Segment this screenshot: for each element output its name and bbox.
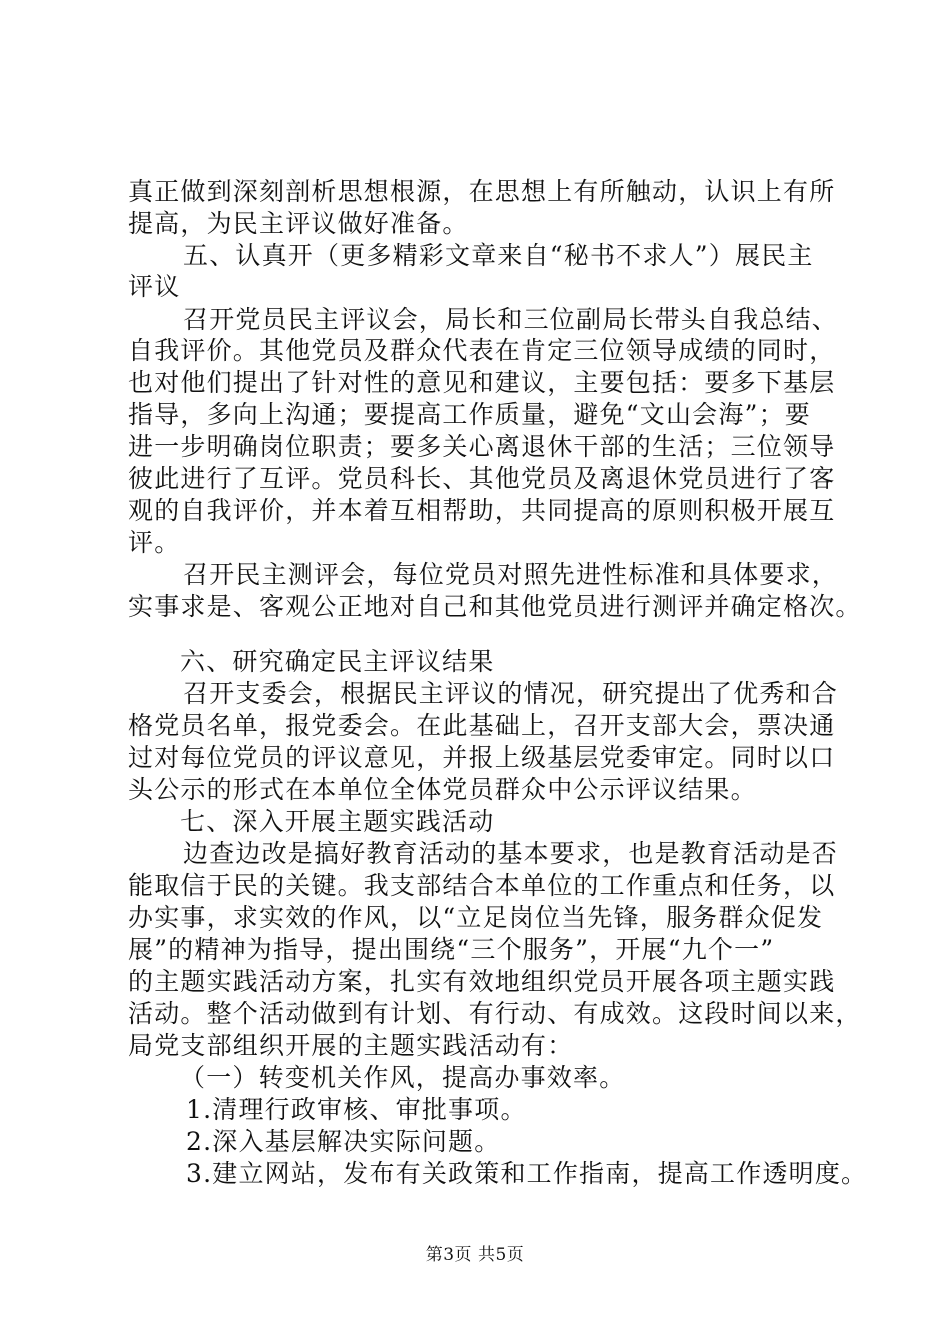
- paragraph-line: 的主题实践活动方案，扎实有效地组织党员开展各项主题实践: [128, 967, 836, 996]
- paragraph-line: 过对每位党员的评议意见，并报上级基层党委审定。同时以口: [128, 743, 836, 772]
- paragraph-line: 提高，为民主评议做好准备。: [128, 209, 469, 238]
- subsection-heading: （一）转变机关作风，提高办事效率。: [180, 1063, 626, 1092]
- paragraph-line: 彼此进行了互评。党员科长、其他党员及离退休党员进行了客: [128, 464, 836, 493]
- section-heading-6: 六、研究确定民主评议结果: [180, 647, 495, 676]
- paragraph-line: 召开支委会，根据民主评议的情况，研究提出了优秀和合: [183, 679, 839, 708]
- paragraph-line: 能取信于民的关键。我支部结合本单位的工作重点和任务，以: [128, 871, 836, 900]
- list-item: 3.建立网站，发布有关政策和工作指南，提高工作透明度。: [186, 1159, 868, 1188]
- paragraph-line: 观的自我评价，并本着互相帮助，共同提高的原则积极开展互: [128, 496, 836, 525]
- paragraph-line: 指导，多向上沟通；要提高工作质量，避免“文山会海”；要: [128, 400, 811, 429]
- section-heading-7: 七、深入开展主题实践活动: [180, 807, 495, 836]
- paragraph-line: 实事求是、客观公正地对自己和其他党员进行测评并确定格次。: [128, 592, 862, 621]
- paragraph-line: 展”的精神为指导，提出围绕“三个服务”，开展“九个一”: [128, 935, 775, 964]
- paragraph-line: 真正做到深刻剖析思想根源，在思想上有所触动，认识上有所: [128, 177, 836, 206]
- paragraph-line: 办实事，求实效的作风，以“立足岗位当先锋，服务群众促发: [128, 903, 824, 932]
- list-item: 1.清理行政审核、审批事项。: [186, 1095, 527, 1124]
- list-item: 2.深入基层解决实际问题。: [186, 1127, 501, 1156]
- paragraph-line: 召开民主测评会，每位党员对照先进性标准和具体要求，: [183, 560, 839, 589]
- section-heading-5-cont: 评议: [128, 272, 181, 301]
- paragraph-line: 局党支部组织开展的主题实践活动有：: [128, 1031, 574, 1060]
- paragraph-line: 也对他们提出了针对性的意见和建议，主要包括：要多下基层: [128, 368, 836, 397]
- paragraph-line: 活动。整个活动做到有计划、有行动、有成效。这段时间以来，: [128, 999, 862, 1028]
- paragraph-line: 头公示的形式在本单位全体党员群众中公示评议结果。: [128, 775, 757, 804]
- paragraph-line: 自我评价。其他党员及群众代表在肯定三位领导成绩的同时，: [128, 336, 836, 365]
- paragraph-line: 进一步明确岗位职责；要多关心离退休干部的生活；三位领导: [128, 432, 836, 461]
- page-number-footer: 第3页 共5页: [425, 1245, 525, 1265]
- section-heading-5: 五、认真开（更多精彩文章来自“秘书不求人”）展民主: [183, 241, 814, 270]
- paragraph-line: 边查边改是搞好教育活动的基本要求，也是教育活动是否: [183, 839, 839, 868]
- paragraph-line: 评。: [128, 528, 181, 557]
- paragraph-line: 格党员名单，报党委会。在此基础上，召开支部大会，票决通: [128, 711, 836, 740]
- paragraph-line: 召开党员民主评议会，局长和三位副局长带头自我总结、: [183, 305, 839, 334]
